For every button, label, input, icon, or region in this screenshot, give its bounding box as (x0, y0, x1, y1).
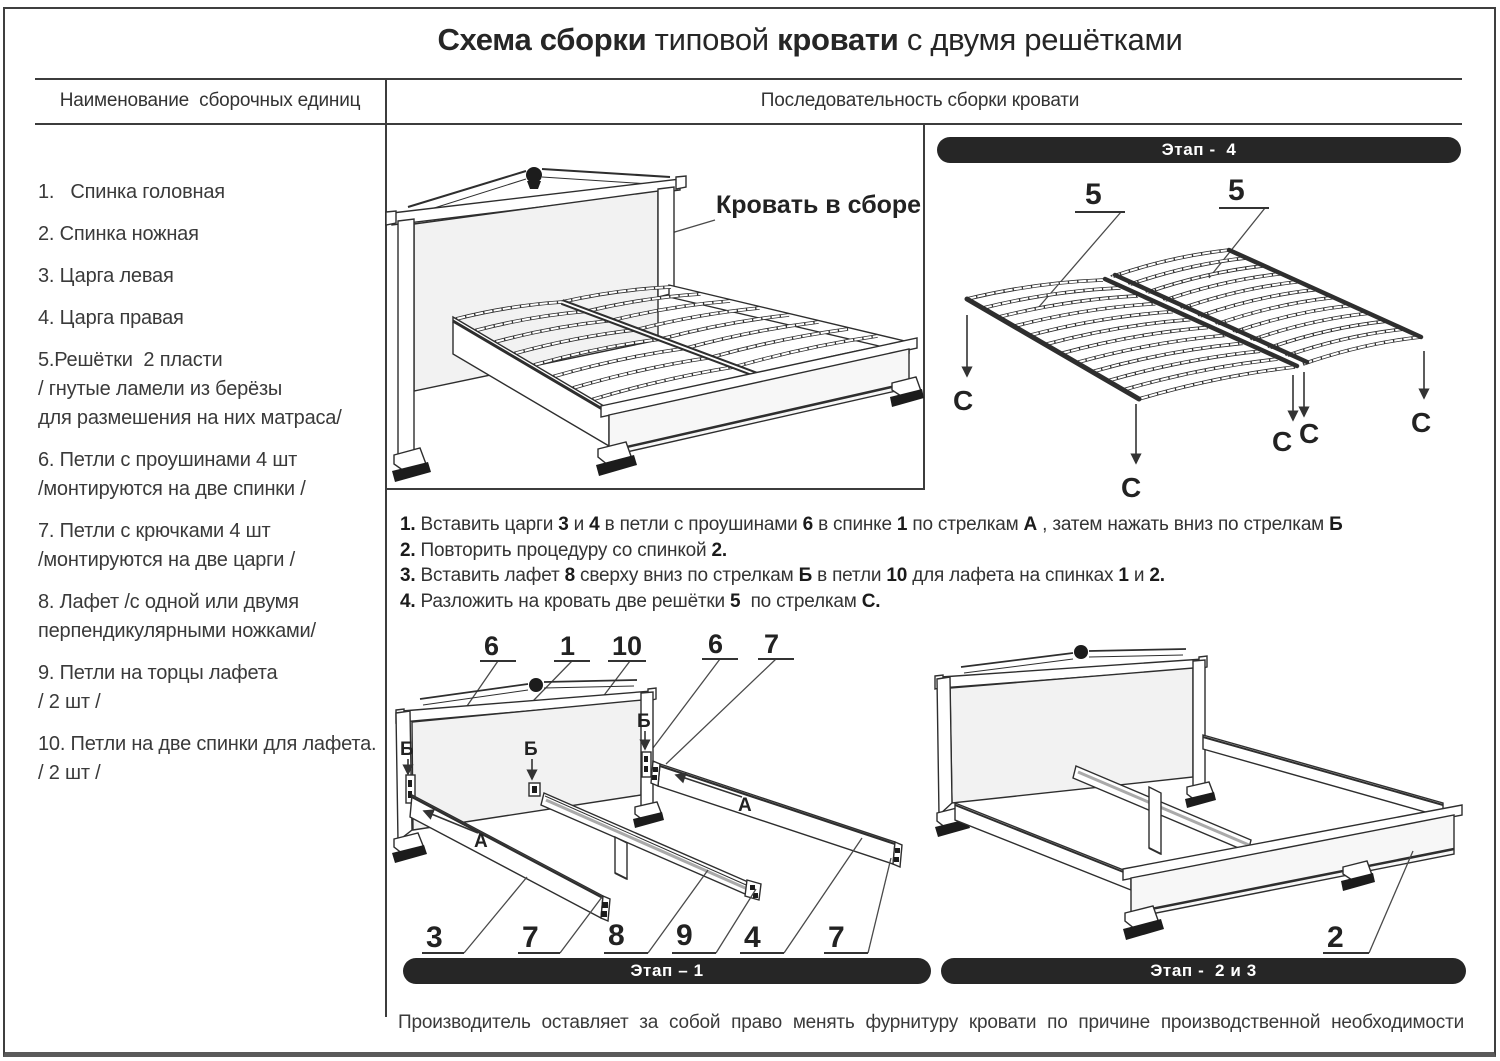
text-run: Вставить лафет (415, 565, 565, 586)
cap-end (676, 176, 686, 189)
parts-list-item (38, 730, 378, 788)
page-title (120, 22, 1500, 58)
text-run: с двумя решётками (898, 22, 1183, 57)
grid-rail (967, 299, 1139, 399)
arrow-label-c: С (1299, 418, 1320, 449)
part-label-5: 5 (1228, 174, 1245, 207)
text-run: 1 (896, 514, 908, 535)
tsarga-edge (1203, 737, 1443, 805)
tsarga-edge (660, 766, 895, 844)
hinge-slot (532, 786, 537, 793)
text-run: 1 (1118, 565, 1129, 586)
parts-list-item (38, 446, 378, 504)
parts-list-line: / гнутые ламели из берёзы (38, 378, 283, 400)
assembled-label: Кровать в сборе (716, 191, 922, 219)
parts-list (38, 178, 378, 801)
text-run: 4. (400, 590, 416, 612)
arrow-label-c: С (1121, 472, 1142, 503)
text-run: по стрелкам (740, 590, 862, 612)
instruction-line (400, 563, 1464, 589)
text-run: для лафета на спинках (907, 565, 1119, 586)
parts-list-line: 7. Петли с крючками 4 шт (38, 520, 271, 542)
lafet-leg (615, 837, 627, 879)
text-run: 2. (400, 539, 416, 561)
text-run: 4 (589, 514, 600, 535)
text-run: по стрелкам (907, 514, 1024, 535)
part-label-6: 6 (484, 631, 500, 661)
parts-list-item (38, 659, 378, 717)
headboard-post (658, 187, 674, 297)
parts-list-item (38, 588, 378, 646)
arrow-label-c: С (1272, 426, 1293, 457)
headboard-ornament (1074, 645, 1088, 659)
label-leader (647, 659, 720, 756)
instruction-line (400, 589, 1464, 615)
part-label-3: 3 (426, 921, 443, 954)
hook (652, 775, 657, 780)
tsarga-end (601, 896, 610, 921)
part-label-6: 6 (708, 629, 724, 659)
headboard-panel (412, 700, 642, 830)
stage1-pill: Этап – 1 (403, 958, 931, 984)
text-run: , затем нажать вниз по стрелкам (1037, 514, 1330, 535)
tsarga-end (651, 761, 660, 786)
text-run: Схема сборки (437, 22, 647, 57)
text-run: типовой (646, 22, 778, 57)
text-run: 1. (400, 514, 416, 535)
hook (895, 848, 900, 853)
assembled-bed-drawing (386, 125, 924, 488)
lafet-channel (1078, 772, 1249, 845)
arrow-label-b: Б (400, 739, 414, 760)
part-label-10: 10 (612, 631, 643, 661)
parts-list-line: /монтируются на две спинки / (38, 478, 306, 500)
headboard-ornament (529, 678, 543, 692)
slat (573, 358, 711, 389)
parts-list-line: / 2 шт / (38, 691, 101, 713)
parts-list-item (38, 178, 378, 207)
label-leader (666, 659, 776, 764)
headboard-post (641, 692, 653, 809)
hook (653, 767, 658, 772)
stage1-drawing (390, 625, 935, 960)
text-run: в петли с проушинами (599, 514, 803, 535)
parts-list-line: 6. Петли с проушинами 4 шт (38, 449, 298, 471)
pediment-rail (544, 680, 637, 682)
hinge-slot (644, 766, 648, 772)
text-run: 3. (400, 565, 416, 586)
text-run: 3 (558, 514, 569, 535)
headboard-ornament (526, 167, 542, 183)
part-label-7: 7 (828, 921, 845, 954)
text-run: С. (861, 590, 881, 612)
part-label-2: 2 (1327, 921, 1344, 954)
hook (602, 902, 608, 908)
parts-list-line: 3. Царга левая (38, 265, 174, 287)
text-run: Б (1329, 514, 1343, 535)
parts-list-item (38, 517, 378, 575)
part-label-9: 9 (676, 919, 693, 952)
arrow-label-b: Б (637, 711, 651, 732)
headboard-post (937, 677, 952, 815)
parts-list-line: /монтируются на две царги / (38, 549, 295, 571)
text-run: кровати (777, 22, 899, 57)
label-leader (464, 877, 527, 953)
hinge-plate (642, 752, 651, 777)
parts-list-line: перпендикулярными ножками/ (38, 620, 316, 642)
arrow-label-a: А (474, 831, 488, 852)
parts-list-line: 4. Царга правая (38, 307, 184, 329)
parts-list-line: 5.Решётки 2 пласти (38, 349, 223, 371)
text-run: 2. (711, 539, 727, 561)
parts-list-line: 8. Лафет /с одной или двумя (38, 591, 299, 613)
stage23-drawing (935, 625, 1495, 958)
text-run: и (1128, 565, 1150, 586)
text-run: и (568, 514, 590, 535)
stage23-pill: Этап - 2 и 3 (941, 958, 1466, 984)
parts-list-line: для размешения на них матраса/ (38, 407, 342, 429)
text-run: в спинке (813, 514, 897, 535)
tsarga-end (893, 842, 902, 867)
col-header-left: Наименование сборочных единиц (59, 90, 361, 111)
hook (750, 885, 755, 890)
text-run: в петли (812, 565, 887, 586)
parts-list-line: 1. Спинка головная (38, 181, 225, 203)
slat (1303, 337, 1421, 364)
part-label-1: 1 (560, 631, 576, 661)
parts-list-line: 10. Петли на две спинки для лафета. (38, 733, 377, 755)
headboard-post (398, 219, 414, 464)
instruction-line (400, 538, 1464, 564)
hinge-slot (644, 756, 648, 762)
text-run: 6 (802, 514, 813, 535)
text-run: Разложить на кровать две решётки (415, 590, 731, 612)
text-run: 10 (886, 565, 908, 586)
hook (894, 857, 899, 862)
header-rule-top (35, 78, 1462, 80)
parts-list-item (38, 262, 378, 291)
label-leader (784, 838, 862, 953)
arrow-label-c: С (1411, 407, 1432, 438)
text-run: Повторить процедуру со спинкой (415, 539, 712, 561)
text-run: Б (798, 565, 813, 586)
slat (1123, 359, 1277, 390)
parts-list-line: 9. Петли на торцы лафета (38, 662, 278, 684)
lafet-leg (1149, 787, 1161, 854)
text-run: 2. (1149, 565, 1165, 586)
headboard-panel (950, 668, 1193, 803)
stage4-pill: Этап - 4 (937, 137, 1461, 163)
parts-list-item (38, 346, 378, 433)
stage4-drawing (925, 160, 1500, 515)
arrow-label-a: А (738, 795, 752, 816)
tsarga-edge (955, 805, 1131, 875)
part-label-7: 7 (764, 629, 780, 659)
hook (601, 911, 607, 917)
text-run: 5 (730, 590, 741, 612)
text-run: сверху вниз по стрелкам (574, 565, 799, 586)
hinge-slot (408, 780, 412, 787)
parts-list-line: / 2 шт / (38, 762, 101, 784)
pediment-rail (544, 686, 634, 688)
text-run: Вставить царги (415, 514, 559, 535)
headboard-ornament (527, 181, 541, 189)
part-label-7: 7 (522, 921, 539, 954)
parts-list-line: 2. Спинка ножная (38, 223, 199, 245)
pediment-rail (1089, 649, 1186, 651)
slat (1139, 367, 1295, 399)
parts-list-item (38, 220, 378, 249)
pediment-rail (1089, 655, 1183, 657)
text-run: А (1023, 514, 1038, 535)
arrow-label-b: Б (524, 739, 538, 760)
pediment-rail (961, 653, 1073, 667)
part-label-8: 8 (608, 919, 625, 952)
instructions (400, 512, 1464, 614)
pediment-rail (542, 169, 670, 177)
text-run: 8 (564, 565, 575, 586)
instruction-line (400, 512, 1464, 538)
label-leader (868, 858, 891, 953)
col-header-right: Последовательность сборки кровати (760, 90, 1080, 111)
arrow-label-c: С (953, 385, 974, 416)
part-label-5: 5 (1085, 178, 1102, 211)
headboard-post (1193, 660, 1205, 789)
part-label-4: 4 (744, 921, 761, 954)
cap-end (386, 211, 396, 225)
parts-list-item (38, 304, 378, 333)
tsarga-right (658, 764, 895, 864)
footer-note: Производитель оставляет за собой право менять фурнитуру кровати по причине производственной необходимости (398, 1012, 1464, 1033)
